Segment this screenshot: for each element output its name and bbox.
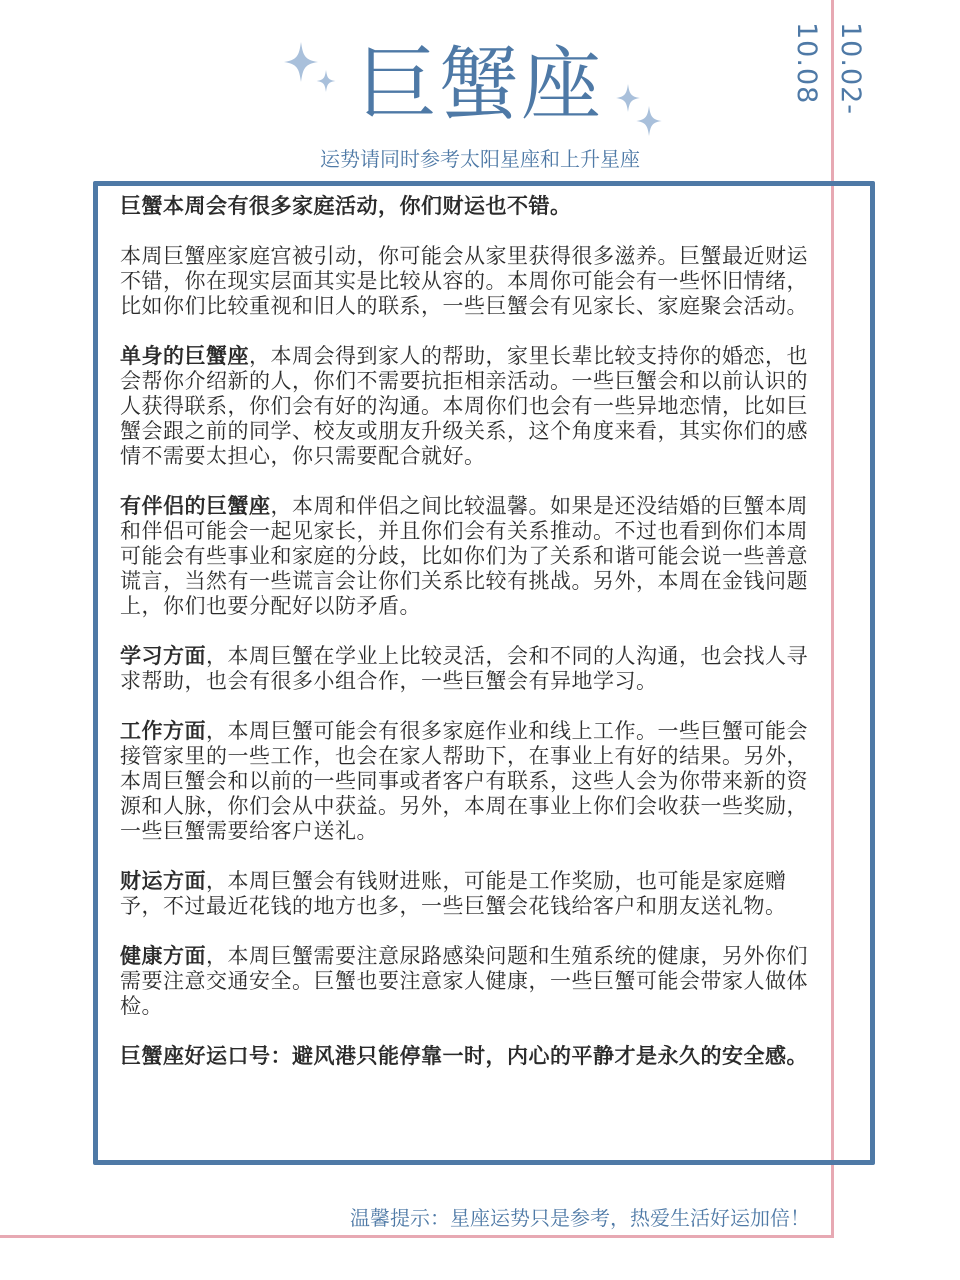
- wealth-label: 财运方面: [120, 869, 206, 893]
- date-range: 10.02-10.08: [791, 22, 866, 116]
- single-paragraph: [120, 344, 820, 469]
- sparkle-star-icon: [636, 106, 662, 136]
- single-text: ，本周会得到家人的帮助，家里长辈比较支持你的婚恋，也会帮你介绍新的人，你们不需要抗拒相亲活动。一些巨蟹会和以前认识的人获得联系，你们会有好的沟通。本周你们也会有一些异地恋情，比如巨蟹会跟之前的同学、校友或朋友升级关系，这个角度来看，其实你们的感情不需要太担心，你只需要配合就好。: [120, 344, 808, 468]
- subtitle: 运势请同时参考太阳星座和上升星座: [320, 147, 640, 171]
- health-paragraph: [120, 944, 820, 1019]
- study-label: 学习方面: [120, 644, 206, 668]
- wealth-text: ，本周巨蟹会有钱财进账，可能是工作奖励，也可能是家庭赠予，不过最近花钱的地方也多，一些巨蟹会花钱给客户和朋友送礼物。: [120, 869, 787, 918]
- horoscope-content: [120, 194, 820, 1094]
- wealth-paragraph: [120, 869, 820, 919]
- family-paragraph: 本周巨蟹座家庭宫被引动，你可能会从家里获得很多滋养。巨蟹最近财运不错，你在现实层面其实是比较从容的。本周你可能会有一些怀旧情绪，比如你们比较重视和旧人的联系，一些巨蟹会有见家长、家庭聚会活动。: [120, 244, 808, 318]
- study-paragraph: [120, 644, 820, 694]
- slogan-paragraph: 巨蟹座好运口号：避风港只能停靠一时，内心的平静才是永久的安全感。: [120, 1044, 808, 1068]
- footer-tip: 温馨提示：星座运势只是参考，热爱生活好运加倍！: [350, 1206, 810, 1230]
- work-paragraph: [120, 719, 820, 844]
- single-label: 单身的巨蟹座: [120, 344, 249, 368]
- partnered-paragraph: [120, 494, 820, 619]
- partnered-text: ，本周和伴侣之间比较温馨。如果是还没结婚的巨蟹本周和伴侣可能会一起见家长，并且你们会有关系推动。不过也看到你们本周可能会有些事业和家庭的分歧，比如你们为了关系和谐可能会说一些善意谎言，当然有一些谎言会让你们关系比较有挑战。另外，本周在金钱问题上，你们也要分配好以防矛盾。: [120, 494, 808, 618]
- health-label: 健康方面: [120, 944, 206, 968]
- health-text: ，本周巨蟹需要注意尿路感染问题和生殖系统的健康，另外你们需要注意交通安全。巨蟹也要注意家人健康，一些巨蟹可能会带家人做体检。: [120, 944, 808, 1018]
- work-label: 工作方面: [120, 719, 206, 743]
- sparkle-star-icon: [316, 70, 336, 92]
- partnered-label: 有伴侣的巨蟹座: [120, 494, 271, 518]
- intro-paragraph: 巨蟹本周会有很多家庭活动，你们财运也不错。: [120, 194, 572, 218]
- sparkle-star-icon: [284, 42, 318, 82]
- decorative-horizontal-line: [0, 1235, 834, 1238]
- work-text: ，本周巨蟹可能会有很多家庭作业和线上工作。一些巨蟹可能会接管家里的一些工作，也会在家人帮助下，在事业上有好的结果。另外，本周巨蟹会和以前的一些同事或者客户有联系，这些人会为你带来新的资源和人脉，你们会从中获益。另外，本周在事业上你们会收获一些奖励，一些巨蟹需要给客户送礼。: [120, 719, 808, 843]
- page-title: 巨蟹座: [357, 38, 603, 131]
- study-text: ，本周巨蟹在学业上比较灵活，会和不同的人沟通，也会找人寻求帮助，也会有很多小组合作，一些巨蟹会有异地学习。: [120, 644, 808, 693]
